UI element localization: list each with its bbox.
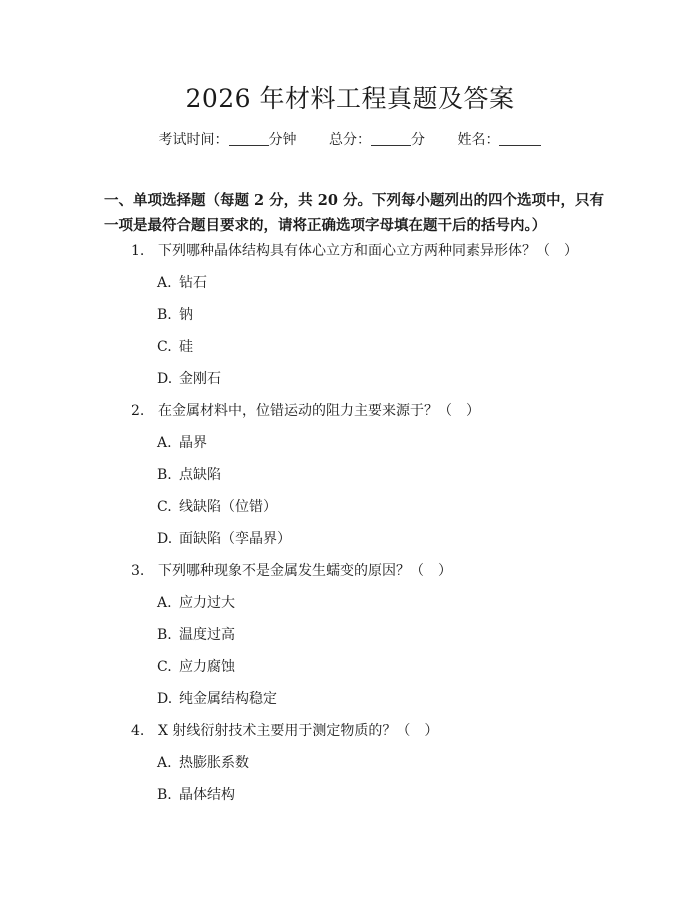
answer-option bbox=[157, 529, 557, 549]
question-number: 2. bbox=[131, 403, 145, 419]
option-letter: A. bbox=[157, 755, 172, 771]
question bbox=[131, 561, 601, 581]
exam-time-blank bbox=[229, 131, 269, 146]
option-text: 纯金属结构稳定 bbox=[179, 691, 277, 707]
answer-option bbox=[157, 273, 557, 293]
option-letter: B. bbox=[157, 467, 172, 483]
option-letter: B. bbox=[157, 307, 172, 323]
option-text: 钠 bbox=[179, 307, 193, 323]
exam-info-line bbox=[0, 130, 700, 150]
option-text: 金刚石 bbox=[179, 371, 221, 387]
question bbox=[131, 241, 601, 261]
option-letter: D. bbox=[157, 531, 173, 547]
option-text: 应力腐蚀 bbox=[179, 659, 235, 675]
answer-option bbox=[157, 497, 557, 517]
answer-option bbox=[157, 337, 557, 357]
student-name-blank bbox=[499, 131, 541, 146]
option-text: 晶体结构 bbox=[179, 787, 235, 803]
option-letter: D. bbox=[157, 371, 173, 387]
option-text: 钻石 bbox=[179, 275, 207, 291]
answer-option bbox=[157, 625, 557, 645]
total-score-field bbox=[329, 130, 425, 150]
answer-option bbox=[157, 657, 557, 677]
section-heading: 一、单项选择题（每题 2 分，共 20 分。下列每小题列出的四个选项中，只有一项是最符合题目要求的，请将正确选项字母填在题干后的括号内。） bbox=[104, 192, 604, 234]
question-text: 在金属材料中，位错运动的阻力主要来源于？（ ） bbox=[158, 403, 480, 419]
answer-option bbox=[157, 785, 557, 805]
question-text: 下列哪种现象不是金属发生蠕变的原因？（ ） bbox=[158, 563, 452, 579]
option-text: 晶界 bbox=[179, 435, 207, 451]
option-letter: D. bbox=[157, 691, 173, 707]
answer-option bbox=[157, 753, 557, 773]
exam-time-label: 考试时间： bbox=[158, 132, 229, 148]
student-name-label: 姓名： bbox=[457, 132, 500, 148]
option-letter: B. bbox=[157, 627, 172, 643]
total-score-label: 总分： bbox=[329, 132, 371, 148]
option-letter: C. bbox=[157, 499, 172, 515]
question-number: 4. bbox=[131, 723, 145, 739]
question-number: 3. bbox=[131, 563, 145, 579]
option-text: 点缺陷 bbox=[179, 467, 221, 483]
question-number: 1. bbox=[131, 243, 145, 259]
option-text: 硅 bbox=[179, 339, 193, 355]
question-text: X 射线衍射技术主要用于测定物质的？（ ） bbox=[158, 723, 439, 739]
student-name-field bbox=[457, 130, 541, 150]
question bbox=[131, 721, 601, 741]
exam-time-field bbox=[159, 130, 297, 150]
option-text: 线缺陷（位错） bbox=[179, 499, 277, 515]
answer-option bbox=[157, 433, 557, 453]
option-letter: C. bbox=[157, 339, 172, 355]
question bbox=[131, 401, 601, 421]
option-text: 面缺陷（孪晶界） bbox=[179, 531, 291, 547]
option-text: 热膨胀系数 bbox=[179, 755, 249, 771]
option-letter: C. bbox=[157, 659, 172, 675]
answer-option bbox=[157, 593, 557, 613]
total-score-blank bbox=[371, 131, 411, 146]
answer-option bbox=[157, 305, 557, 325]
answer-option bbox=[157, 689, 557, 709]
answer-option bbox=[157, 465, 557, 485]
option-text: 温度过高 bbox=[179, 627, 235, 643]
option-letter: A. bbox=[157, 595, 172, 611]
exam-time-unit: 分钟 bbox=[268, 132, 297, 148]
question-text: 下列哪种晶体结构具有体心立方和面心立方两种同素异形体？（ ） bbox=[158, 243, 578, 259]
option-letter: A. bbox=[157, 275, 172, 291]
option-letter: B. bbox=[157, 787, 172, 803]
answer-option bbox=[157, 369, 557, 389]
option-text: 应力过大 bbox=[179, 595, 235, 611]
option-letter: A. bbox=[157, 435, 172, 451]
page-title: 2026 年材料工程真题及答案 bbox=[185, 84, 515, 113]
total-score-unit: 分 bbox=[411, 132, 425, 148]
